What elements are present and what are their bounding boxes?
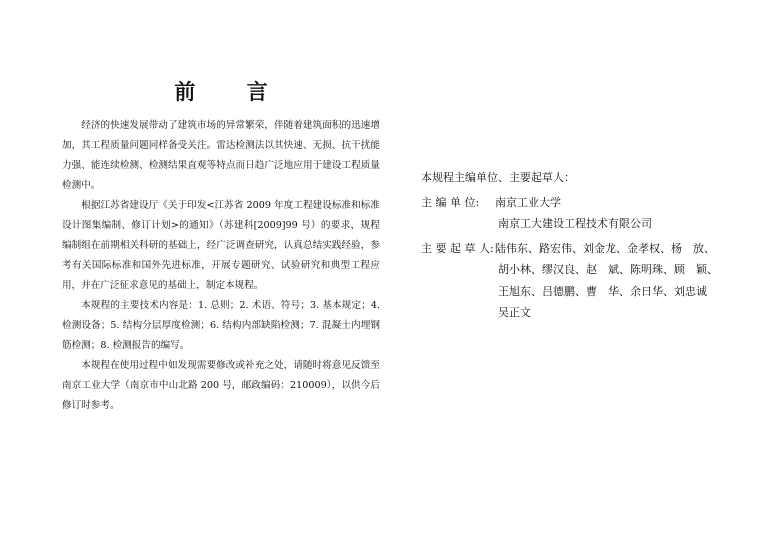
chief-unit-1: 南京工业大学 <box>495 195 561 209</box>
preface-paragraph-3: 本规程的主要技术内容是：1. 总则；2. 术语、符号；3. 基本规定；4. 检测设备；5. 结构分层厚度检测；6. 结构内部缺陷检测；7. 混凝土内埋钢筋检测；8. 检测报告的编写。 <box>62 300 380 351</box>
chief-unit-2: 南京工大建设工程技术有限公司 <box>498 217 652 230</box>
main-drafters-row <box>421 238 721 260</box>
preface-paragraph-4: 本规程在使用过程中如发现需要修改或补充之处，请随时将意见反馈至南京工业大学（南京市中山北路 200 号，邮政编码：210009），以供今后修订时参考。 <box>62 360 380 411</box>
main-drafters-line-2: 胡小林、缪汉良、赵 斌、陈明珠、顾 颖、 <box>498 263 718 276</box>
drafters-heading: 本规程主编单位、主要起草人： <box>421 171 575 184</box>
preface-paragraph-1: 经济的快速发展带动了建筑市场的异常繁荣，伴随着建筑面积的迅速增加，其工程质量问题同样备受关注。雷达检测法以其快速、无损、抗干扰能力强、能连续检测、检测结果直观等特点而日趋广泛地应用于建设工程质量检测中。 <box>62 120 380 191</box>
drafters-section <box>421 167 721 324</box>
main-drafters-line-4: 吴正文 <box>498 306 531 319</box>
main-drafters-label: 主 要 起 草 人: <box>421 241 494 255</box>
main-drafters-line-1: 陆伟东、路宏伟、刘金龙、金孝权、杨 放、 <box>495 241 715 255</box>
chief-unit-label: 主 编 单 位: <box>421 195 480 209</box>
main-drafters-line-3: 王旭东、吕德鹏、曹 华、余日华、刘忠诚 <box>498 284 707 298</box>
preface-paragraph-2: 根据江苏省建设厅《关于印发<江苏省 2009 年度工程建设标准和标准设计图集编制、修订计划>的通知》（苏建科[2009]99 号）的要求，规程编制组在前期相关科研的基础上，经广泛调查研究，认真总结实践经验，参考有关国际标准和国外先进标准，开展专题研究、试验研究和典型工程应用，并在广泛征求意见的基础上，制定本规程。 <box>62 200 380 291</box>
chief-unit-row <box>421 192 721 214</box>
preface-section <box>62 78 380 416</box>
preface-title: 前 言 <box>174 79 290 104</box>
